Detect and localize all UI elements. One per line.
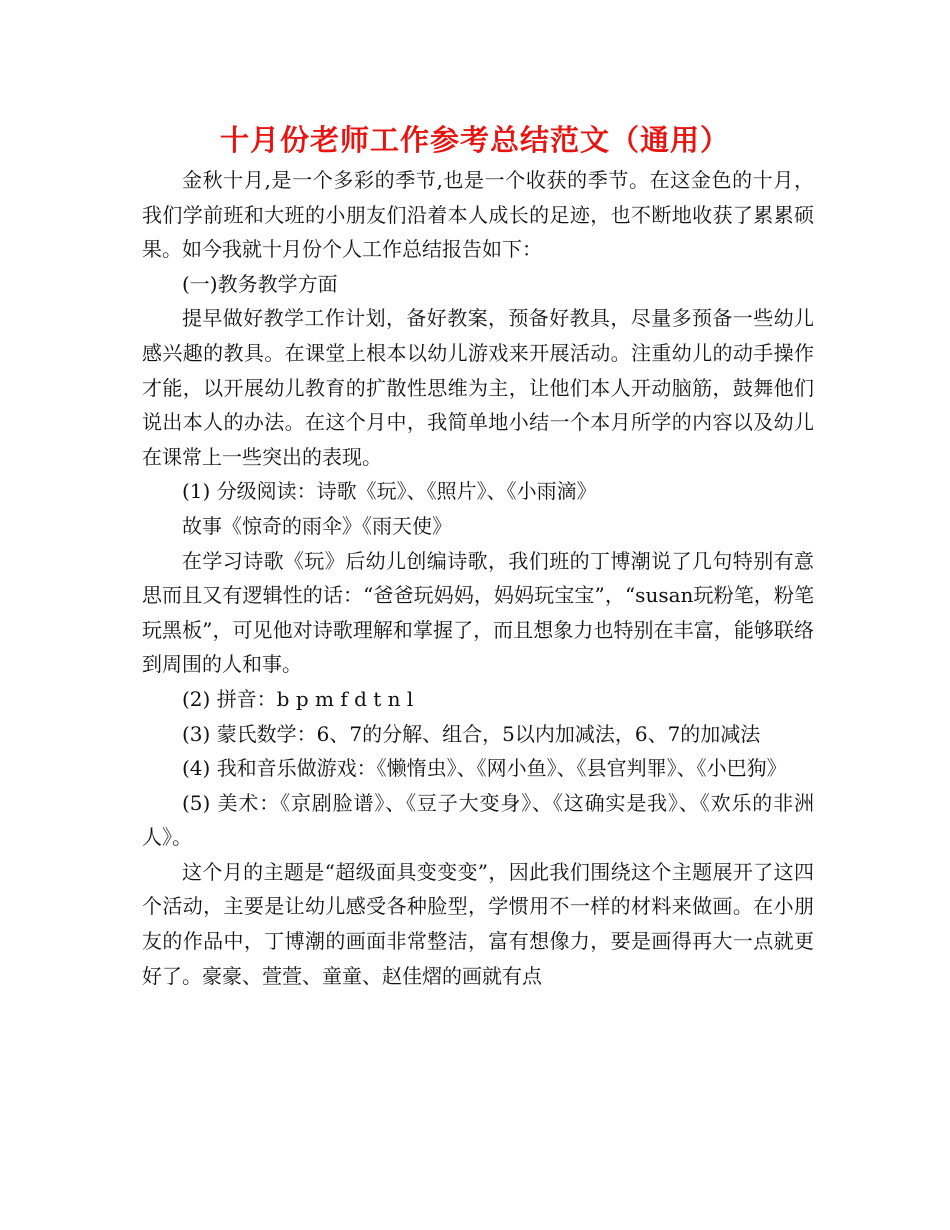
- document-title: 十月份老师工作参考总结范文（通用）: [219, 123, 730, 157]
- paragraph-pinyin: (2) 拼音：b p m f d t n l: [182, 686, 414, 711]
- paragraph-intro: 金秋十月,是一个多彩的季节,也是一个收获的季节。在这金色的十月，我们学前班和大班的小朋友们沿着本人成长的足迹，也不断地收获了累累硕果。如今我就十月份个人工作总结报告如下：: [142, 168, 814, 262]
- paragraph-art: (5) 美术：《京剧脸谱》、《豆子大变身》、《这确实是我》、《欢乐的非洲人》。: [142, 790, 814, 850]
- paragraph-theme: 这个月的主题是“超级面具变变变”，因此我们围绕这个主题展开了这四个活动，主要是让幼儿感受各种脸型，学惯用不一样的材料来做画。在小朋友的作品中，丁博潮的画面非常整洁，富有想像力，要是画得再大一点就更好了。豪豪、萱萱、童童、赵佳熠的画就有点: [142, 859, 814, 988]
- paragraph-section-heading: (一)教务教学方面: [182, 271, 338, 296]
- document-body: [142, 163, 814, 993]
- paragraph-poem-creation: 在学习诗歌《玩》后幼儿创编诗歌，我们班的丁博潮说了几句特别有意思而且又有逻辑性的话：“爸爸玩妈妈，妈妈玩宝宝”，“susan玩粉笔，粉笔玩黑板”，可见他对诗歌理解和掌握了，而且想象力也特别在丰富，能够联络到周围的人和事。: [142, 548, 814, 677]
- paragraph-math: (3) 蒙氏数学：6、7的分解、组合，5以内加减法，6、7的加减法: [182, 721, 761, 746]
- paragraph-reading: (1) 分级阅读：诗歌《玩》、《照片》、《小雨滴》: [182, 479, 597, 504]
- paragraph-teaching-plan: 提早做好教学工作计划，备好教案，预备好教具，尽量多预备一些幼儿感兴趣的教具。在课堂上根本以幼儿游戏来开展活动。注重幼儿的动手操作才能，以开展幼儿教育的扩散性思维为主，让他们本人开动脑筋，鼓舞他们说出本人的办法。在这个月中，我简单地小结一个本月所学的内容以及幼儿在课常上一些突出的表现。: [142, 306, 814, 469]
- paragraph-music: (4) 我和音乐做游戏：《懒惰虫》、《网小鱼》、《县官判罪》、《小巴狗》: [182, 756, 787, 781]
- paragraph-stories: 故事《惊奇的雨伞》《雨天使》: [182, 513, 452, 538]
